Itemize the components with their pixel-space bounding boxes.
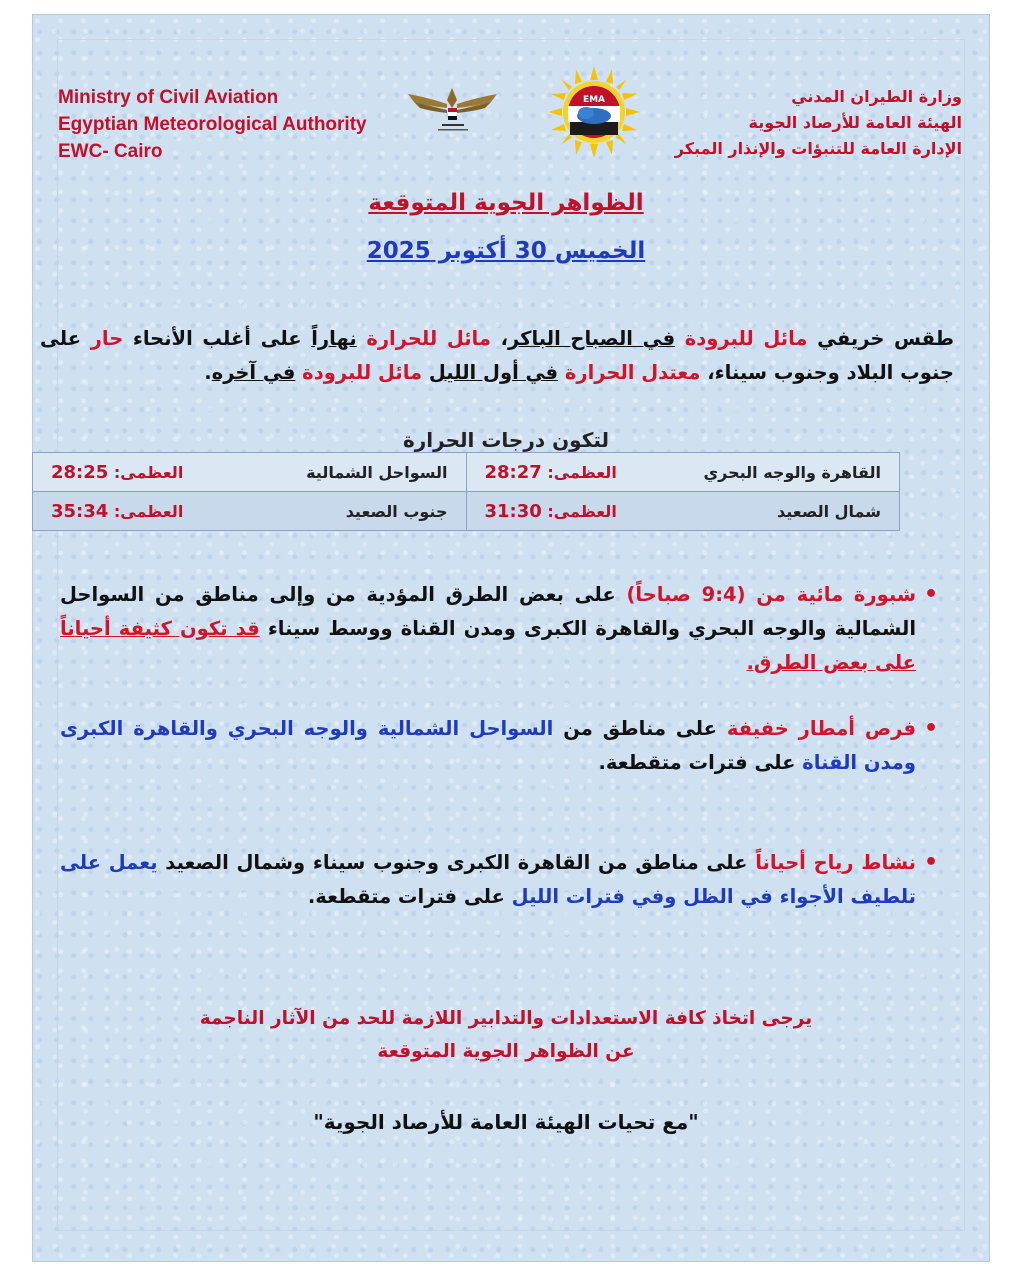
notice-line: عن الظواهر الجوية المتوقعة (377, 1041, 635, 1062)
summary-text: في آخره (211, 361, 296, 384)
header-arabic (622, 84, 962, 162)
bullet-text: على فترات متقطعة. (307, 885, 512, 908)
table-row (33, 492, 900, 531)
summary-highlight: مائل للبرودة (675, 327, 808, 350)
header-ar-line: الإدارة العامة للتنبؤات والإنذار المبكر (674, 139, 962, 158)
bullet-fog (60, 578, 938, 680)
region-name: شمال الصعيد (777, 501, 881, 521)
temperature-cell (33, 453, 467, 492)
bullet-text: على مناطق من القاهرة الكبرى وجنوب سيناء وشمال الصعيد (157, 851, 756, 874)
region-name: جنوب الصعيد (345, 501, 448, 521)
bullet-highlight: نشاط رياح أحياناً (755, 851, 917, 874)
region-name: السواحل الشمالية (306, 462, 448, 482)
summary-text: على أغلب الأنحاء (123, 327, 312, 350)
summary-text: ، (490, 327, 509, 350)
summary-text: على جنوب البلاد وجنوب سيناء، (40, 327, 954, 384)
max-label: العظمى: (113, 462, 184, 482)
bullet-highlight: شبورة مائية من (9:4 صباحاً) (626, 583, 917, 606)
header-ar-line: وزارة الطيران المدني (791, 87, 962, 106)
bullet-dot-icon: • (923, 716, 938, 741)
temperature-cell (466, 492, 900, 531)
bullet-wind (60, 846, 938, 914)
header-en-line: Egyptian Meteorological Authority (58, 114, 367, 135)
table-row (33, 453, 900, 492)
weather-summary (40, 322, 954, 390)
bullet-highlight: قد تكون كثيفة أحياناً على بعض الطرق. (60, 617, 916, 674)
temperature-cell (466, 453, 900, 492)
region-name: القاهرة والوجه البحري (703, 462, 881, 482)
temperature-cell (33, 492, 467, 531)
max-label: العظمى: (547, 462, 617, 482)
summary-highlight: حار (90, 327, 124, 350)
summary-text: طقس خريفي (807, 327, 954, 350)
temperature-table (32, 452, 900, 531)
max-label: العظمى: (547, 501, 617, 521)
bullet-rain (60, 712, 938, 780)
bulletin-title: الظواهر الجوية المتوقعة (368, 190, 644, 216)
max-value: 35:34 (51, 500, 109, 522)
max-value: 28:27 (484, 461, 542, 483)
max-label: العظمى: (113, 501, 184, 521)
temperatures-heading: لتكون درجات الحرارة (402, 428, 610, 452)
summary-text: في الصباح الباكر (508, 327, 676, 350)
summary-text: . (204, 361, 212, 384)
header-ar-line: الهيئة العامة للأرصاد الجوية (748, 113, 962, 132)
bullet-dot-icon: • (923, 582, 938, 607)
ema-logo-text: EMA (582, 95, 606, 105)
header-en-line: Ministry of Civil Aviation (58, 87, 279, 108)
bullet-dot-icon: • (923, 850, 938, 875)
summary-highlight: مائل للحرارة (356, 327, 491, 350)
summary-highlight: مائل للبرودة (295, 361, 423, 384)
header-english (58, 84, 388, 165)
bullet-text: على مناطق من (553, 717, 727, 740)
bullet-regions: يعمل على تلطيف الأجواء في الظل وفي فترات الليل (60, 851, 916, 908)
ministry-eagle-logo (400, 80, 505, 135)
summary-text (422, 361, 429, 384)
max-value: 31:30 (484, 500, 542, 522)
bullet-highlight: فرص أمطار خفيفة (726, 717, 916, 740)
bullet-regions: السواحل الشمالية والوجه البحري والقاهرة الكبرى ومدن القناة (60, 717, 916, 774)
advisory-notice (0, 1002, 1012, 1068)
bulletin-date: الخميس 30 أكتوبر 2025 (366, 238, 646, 264)
summary-highlight: معتدل الحرارة (558, 361, 701, 384)
notice-line: يرجى اتخاذ كافة الاستعدادات والتدابير اللازمة للحد من الآثار الناجمة (199, 1008, 813, 1029)
summary-text: نهاراً (311, 327, 357, 350)
max-value: 28:25 (51, 461, 109, 483)
summary-text: في أول الليل (428, 361, 559, 384)
bullet-text: على بعض الطرق المؤدية من وإلى مناطق من السواحل الشمالية والوجه البحري والقاهرة الكبرى ومدن القناة ووسط سيناء (60, 583, 916, 640)
header-en-line: EWC- Cairo (58, 141, 163, 162)
bullet-text: على فترات متقطعة. (598, 751, 803, 774)
closing-greeting: "مع تحيات الهيئة العامة للأرصاد الجوية" (313, 1110, 699, 1134)
